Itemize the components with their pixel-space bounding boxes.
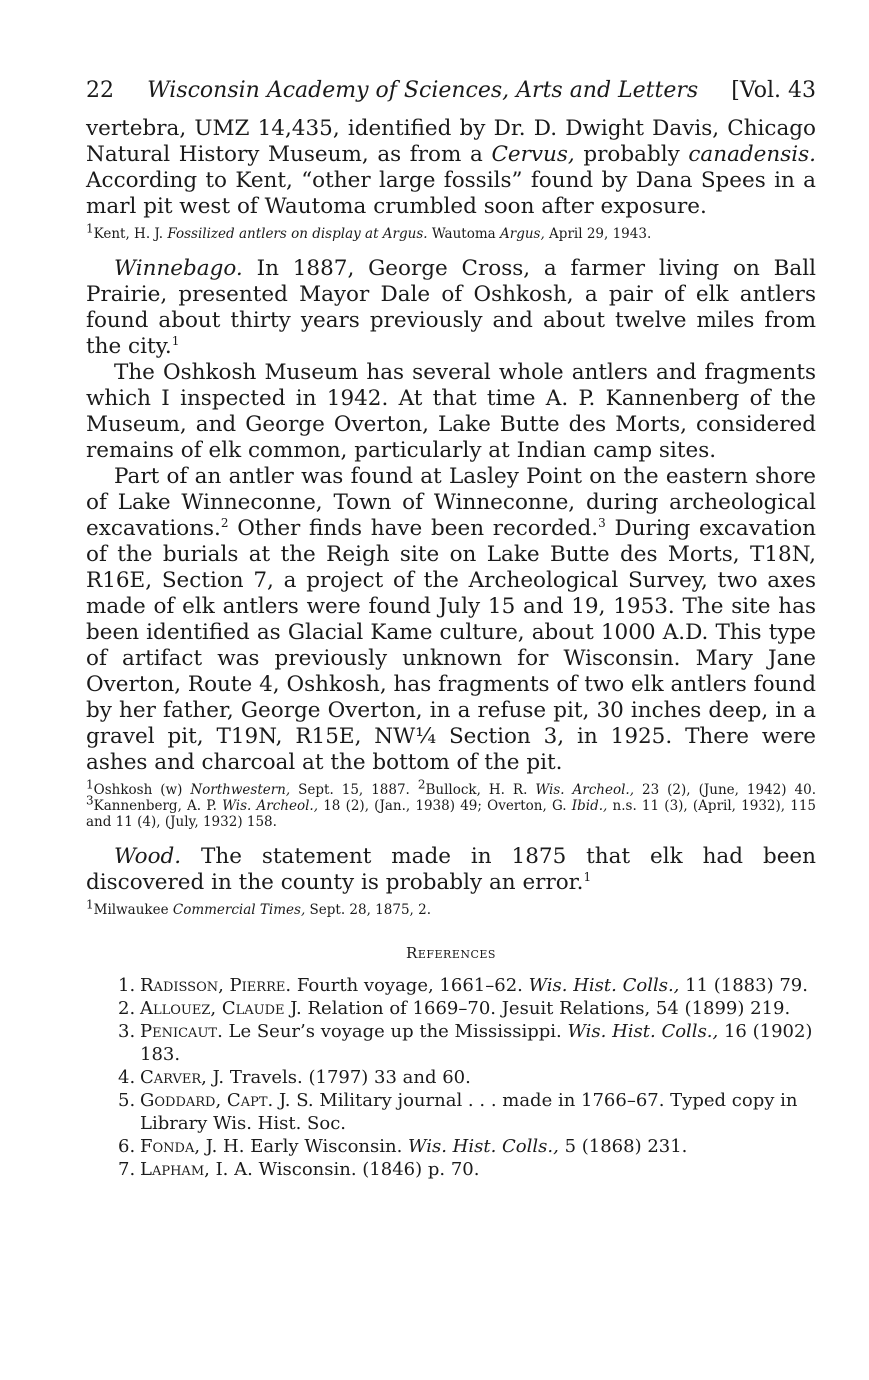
running-header [86,76,816,106]
reference-item: 1. Radisson, Pierre. Fourth voyage, 1661–62. Wis. Hist. Colls., 11 (1883) 79. [118,975,808,996]
reference-item: 4. Carver, J. Travels. (1797) 33 and 60. [118,1067,471,1088]
references-list [86,974,816,1181]
wood-paragraph: Wood. The statement made in 1875 that elk had been discovered in the county is probably an error.$^1$ [86,844,816,895]
references-heading: References [406,944,496,962]
footnote-winnebago: $^1$Oshkosh (w) Northwestern, Sept. 15, 1887. $^2$Bullock, H. R. Wis. Archeol., 23 (2), (June, 1942) 40. $^3$Kannenberg, A. P. Wis. Archeol., 18 (2), (Jan., 1938) 49; Overton, G. Ibid., n.s. 11 (3), (April, 1932), 115 and 11 (4), (July, 1932) 158. [86,777,817,830]
reference-item: 7. Lapham, I. A. Wisconsin. (1846) p. 70. [118,1159,480,1180]
footnote-wood: $^1$Milwaukee Commercial Times, Sept. 28, 1875, 2. [86,897,431,918]
paragraph-continuation: vertebra, UMZ 14,435, identified by Dr. D. Dwight Davis, Chicago Natural History Museum, as from a Cervus, probably canadensis. According to Kent, “other large fossils” found by Dana Spees in a marl pit west of Wautoma crumbled soon after exposure. [86,116,816,219]
page-number: 22 [86,78,114,103]
volume-label: [Vol. 43 [731,78,816,103]
reference-item: 2. Allouez, Claude J. Relation of 1669–70. Jesuit Relations, 54 (1899) 219. [118,998,791,1019]
reference-item: 3. Penicaut. Le Seur’s voyage up the Mississippi. Wis. Hist. Colls., 16 (1902) 183. [118,1021,813,1065]
page [86,76,816,1181]
winnebago-paragraph-2: The Oshkosh Museum has several whole antlers and fragments which I inspected in 1942. At that time A. P. Kannenberg of the Museum, and George Overton, Lake Butte des Morts, considered remains of elk common, particularly at Indian camp sites. [86,360,816,463]
footnote-kent: $^1$Kent, H. J. Fossilized antlers on display at Argus. Wautoma Argus, April 29, 1943. [86,221,652,242]
journal-title: Wisconsin Academy of Sciences, Arts and Letters [147,78,699,103]
winnebago-paragraph-3: Part of an antler was found at Lasley Point on the eastern shore of Lake Winneconne, Town of Winneconne, during archeological excavations.$^2$ Other finds have been recorded.$^3$ During excavation of the burials at the Reigh site on Lake Butte des Morts, T18N, R16E, Section 7, a project of the Archeological Survey, two axes made of elk antlers were found July 15 and 19, 1953. The site has been identified as Glacial Kame culture, about 1000 A.D. This type of artifact was previously unknown for Wisconsin. Mary Jane Overton, Route 4, Oshkosh, has fragments of two elk antlers found by her father, George Overton, in a refuse pit, 30 inches deep, in a gravel pit, T19N, R15E, NW¼ Section 3, in 1925. There were ashes and charcoal at the bottom of the pit. [86,464,817,775]
winnebago-heading: Winnebago. [114,256,243,281]
reference-item: 5. Goddard, Capt. J. S. Military journal . . . made in 1766–67. Typed copy in Library Wis. Hist. Soc. [118,1090,798,1134]
winnebago-paragraph-1: Winnebago. In 1887, George Cross, a farmer living on Ball Prairie, presented Mayor Dale of Oshkosh, a pair of elk antlers found about thirty years previously and about twelve miles from the city.$^1$ [86,256,816,359]
reference-item: 6. Fonda, J. H. Early Wisconsin. Wis. Hist. Colls., 5 (1868) 231. [118,1136,688,1157]
wood-heading: Wood. [114,844,182,869]
